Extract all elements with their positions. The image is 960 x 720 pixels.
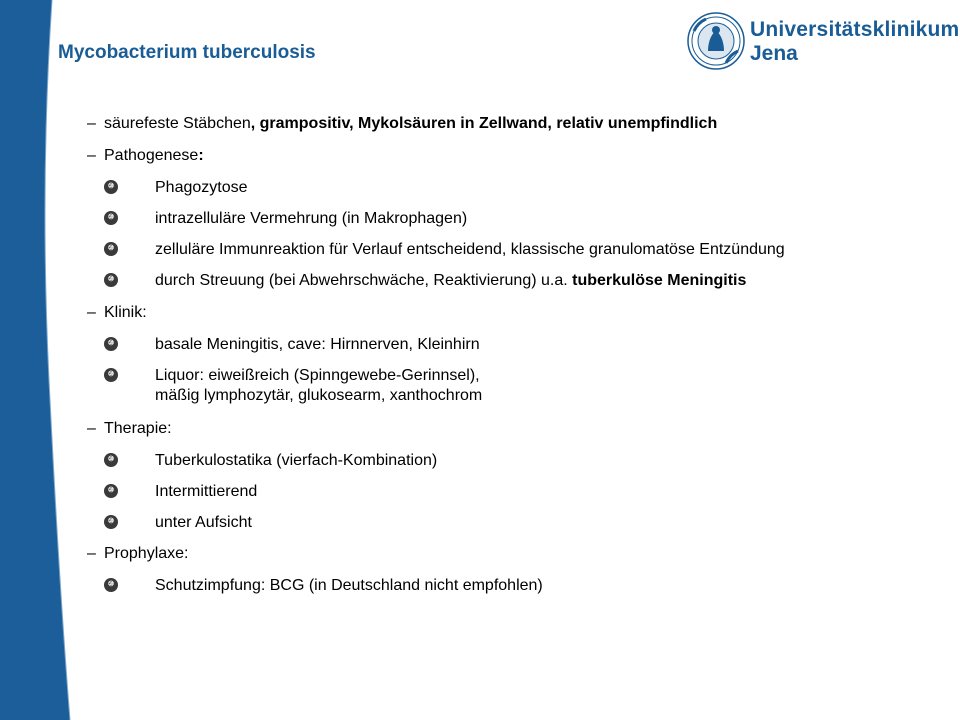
list-item: intrazelluläre Vermehrung (in Makrophagen) (155, 210, 468, 227)
bullet-icon: ⑩ (104, 515, 118, 529)
bullet-icon: ⑩ (104, 368, 118, 382)
list-item: säurefeste Stäbchen, grampositiv, Mykolsäuren in Zellwand, relativ unempfindlich (104, 115, 718, 132)
bullet-icon: ⑩ (104, 180, 118, 194)
bullet-icon: ⑩ (104, 211, 118, 225)
list-item-continuation: mäßig lymphozytär, glukosearm, xanthochrom (155, 387, 483, 404)
university-seal-icon (686, 11, 746, 71)
dash-marker: – (87, 115, 96, 132)
list-item: Intermittierend (155, 483, 258, 500)
list-item: Pathogenese: (104, 147, 204, 164)
sidebar-decoration (0, 0, 72, 720)
bullet-icon: ⑩ (104, 578, 118, 592)
list-item: zelluläre Immunreaktion für Verlauf entscheidend, klassische granulomatöse Entzündung (155, 241, 785, 258)
list-item: Phagozytose (155, 179, 248, 196)
logo-text: Universitätsklinikum (750, 18, 960, 41)
dash-marker: – (87, 304, 96, 321)
list-item: durch Streuung (bei Abwehrschwäche, Reaktivierung) u.a. tuberkulöse Meningitis (155, 272, 747, 289)
list-item: Therapie: (104, 420, 172, 437)
logo-text: Jena (750, 42, 798, 65)
list-item: Klinik: (104, 304, 147, 321)
dash-marker: – (87, 420, 96, 437)
list-item: Tuberkulostatika (vierfach-Kombination) (155, 452, 438, 469)
bullet-icon: ⑩ (104, 242, 118, 256)
list-item: Schutzimpfung: BCG (in Deutschland nicht empfohlen) (155, 577, 543, 594)
bullet-icon: ⑩ (104, 273, 118, 287)
list-item: basale Meningitis, cave: Hirnnerven, Kleinhirn (155, 336, 480, 353)
bullet-icon: ⑩ (104, 453, 118, 467)
bullet-icon: ⑩ (104, 337, 118, 351)
list-item: Liquor: eiweißreich (Spinngewebe-Gerinnsel), (155, 367, 480, 384)
dash-marker: – (87, 147, 96, 164)
bullet-icon: ⑩ (104, 484, 118, 498)
list-item: Prophylaxe: (104, 545, 189, 562)
dash-marker: – (87, 545, 96, 562)
slide-title: Mycobacterium tuberculosis (58, 42, 316, 63)
list-item: unter Aufsicht (155, 514, 252, 531)
